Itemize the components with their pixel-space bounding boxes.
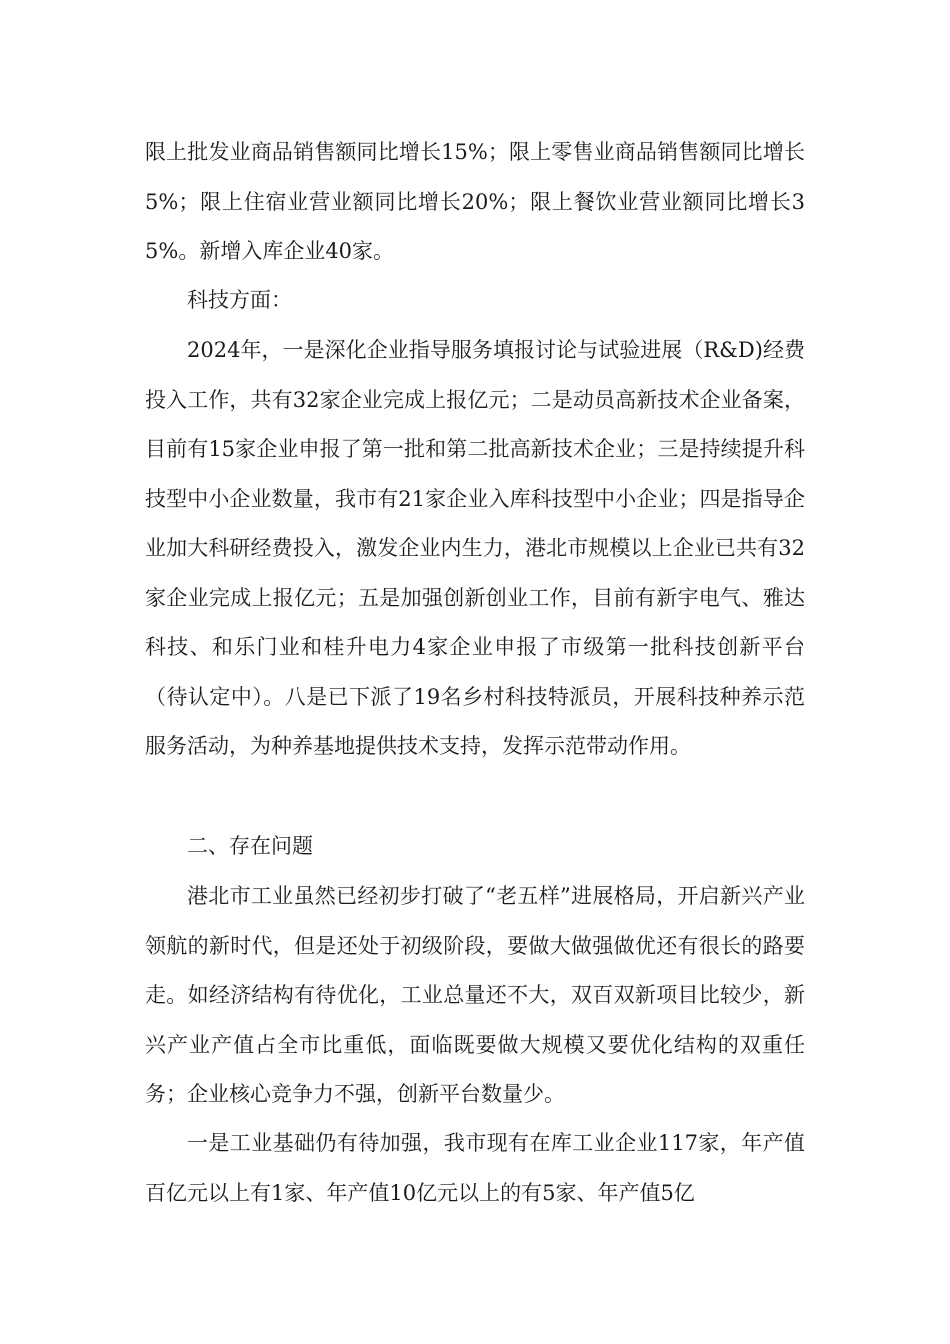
paragraph-text: 限上批发业商品销售额同比增长15%；限上零售业商品销售额同比增长5%；限上住宿业营业额同比增长20%；限上餐饮业营业额同比增长35%。新增入库企业40家。	[145, 140, 805, 263]
section-heading-problems	[145, 822, 805, 872]
paragraph-industrial-base	[145, 1119, 805, 1218]
paragraph-text: 一是工业基础仍有待加强，我市现有在库工业企业117家，年产值百亿元以上有1家、年产值10亿元以上的有5家、年产值5亿	[145, 1131, 805, 1205]
section-heading-technology	[145, 276, 805, 326]
paragraph-industry-overview	[145, 872, 805, 1120]
heading-text: 二、存在问题	[187, 834, 313, 858]
heading-text: 科技方面：	[187, 288, 292, 312]
paragraph-text: 2024年，一是深化企业指导服务填报讨论与试验进展（R&D)经费投入工作，共有32家企业完成上报亿元；二是动员高新技术企业备案，目前有15家企业申报了第一批和第二批高新技术企业；三是持续提升科技型中小企业数量，我市有21家企业入库科技型中小企业；四是指导企业加大科研经费投入，激发企业内生力，港北市规模以上企业已共有32家企业完成上报亿元；五是加强创新创业工作，目前有新宇电气、雅达科技、和乐门业和桂升电力4家企业申报了市级第一批科技创新平台（待认定中）。八是已下派了19名乡村科技特派员，开展科技种养示范服务活动，为种养基地提供技术支持，发挥示范带动作用。	[145, 338, 805, 758]
paragraph-text: 港北市工业虽然已经初步打破了“老五样”进展格局，开启新兴产业领航的新时代，但是还处于初级阶段，要做大做强做优还有很长的路要走。如经济结构有待优化，工业总量还不大，双百双新项目比较少，新兴产业产值占全市比重低，面临既要做大规模又要优化结构的双重任务；企业核心竞争力不强，创新平台数量少。	[145, 884, 805, 1106]
paragraph-technology-work	[145, 326, 805, 772]
paragraph-retail-sales	[145, 128, 805, 277]
